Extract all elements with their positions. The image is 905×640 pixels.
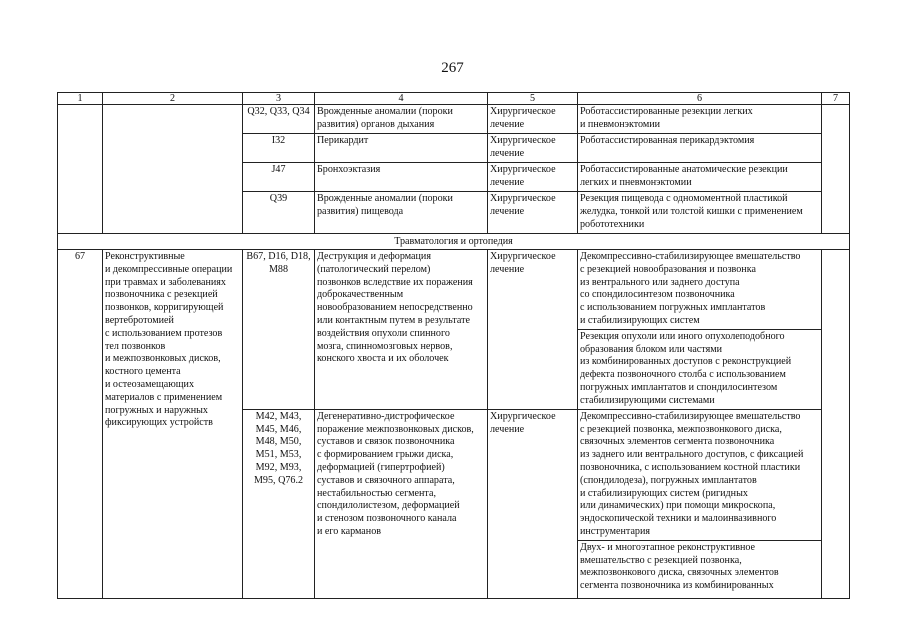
entry-name: Реконструктивные и декомпрессивные операции при травмах и заболеваниях позвоночника с резекцией позвонков, корригирующей вертебротомией с использованием протезов тел позвонков и межпозвонковых дисков, костного цемента и остеозамещающих материалов с применением погружных и наружных фиксирующих устройств [103, 250, 243, 599]
column-number: 5 [488, 93, 578, 105]
column-number: 2 [103, 93, 243, 105]
section-title: Травматология и ортопедия [58, 234, 850, 250]
column-number: 7 [822, 93, 850, 105]
empty-number-cell [58, 105, 103, 234]
treatment-method: Резекция опухоли или иного опухолеподобного образования блоком или частями из комбинированных доступов с реконструкцией дефекта позвоночного столба с использованием погружных имплантатов и спондилосинтезом стабилизирующими системами [578, 329, 822, 409]
treatment-method: Роботассистированная перикардэктомия [578, 134, 822, 163]
column-number: 6 [578, 93, 822, 105]
table-row [58, 250, 850, 330]
treatment-method: Роботассистированные анатомические резекции легких и пневмонэктомии [578, 163, 822, 192]
treatment-method: Двух- и многоэтапное реконструктивное вмешательство с резекцией позвонка, межпозвонкового диска, связочных элементов сегмента позвоночника из комбинированных [578, 540, 822, 598]
diagnosis-codes: M42, M43, M45, M46, M48, M50, M51, M53, M92, M93, M95, Q76.2 [243, 409, 315, 598]
table-row [58, 105, 850, 134]
treatment-type: Хирургическое лечение [488, 134, 578, 163]
treatment-method: Резекция пищевода с одномоментной пластикой желудка, тонкой или толстой кишки с применением робототехники [578, 192, 822, 234]
patient-model: Деструкция и деформация (патологический перелом) позвонков вследствие их поражения доброкачественным новообразованием непосредственно или контактным путем в результате воздействия опухоли спинного мозга, спинномозговых нервов, конского хвоста и их оболочек [315, 250, 488, 410]
page-number: 267 [441, 60, 464, 76]
patient-model: Врожденные аномалии (пороки развития) органов дыхания [315, 105, 488, 134]
patient-model: Врожденные аномалии (пороки развития) пищевода [315, 192, 488, 234]
patient-model: Бронхоэктазия [315, 163, 488, 192]
column-number: 4 [315, 93, 488, 105]
diagnosis-codes: Q32, Q33, Q34 [243, 105, 315, 134]
treatment-type: Хирургическое лечение [488, 105, 578, 134]
diagnosis-codes: Q39 [243, 192, 315, 234]
treatment-method: Декомпрессивно-стабилизирующее вмешательство с резекцией новообразования и позвонка из вентрального или заднего доступа со спондилосинтезом позвоночника с использованием погружных имплантатов и стабилизирующих систем [578, 250, 822, 330]
document-table [57, 92, 850, 599]
patient-model: Перикардит [315, 134, 488, 163]
column-number: 1 [58, 93, 103, 105]
treatment-type: Хирургическое лечение [488, 250, 578, 410]
treatment-type: Хирургическое лечение [488, 192, 578, 234]
treatment-method: Декомпрессивно-стабилизирующее вмешательство с резекцией позвонка, межпозвонкового диска, связочных элементов сегмента позвоночника из заднего или вентрального доступов, с фиксацией позвоночника, с использованием костной пластики (спондилодеза), погружных имплантатов и стабилизирующих систем (ригидных или динамических) при помощи микроскопа, эндоскопической техники и малоинвазивного инструментария [578, 409, 822, 540]
treatment-type: Хирургическое лечение [488, 409, 578, 598]
section-row [58, 234, 850, 250]
empty-cost-cell [822, 105, 850, 234]
entry-number: 67 [58, 250, 103, 599]
empty-name-cell [103, 105, 243, 234]
patient-model: Дегенеративно-дистрофическое поражение межпозвонковых дисков, суставов и связок позвоночника с формированием грыжи диска, деформацией (гипертрофией) суставов и связочного аппарата, нестабильностью сегмента, спондилолистезом, деформацией и стенозом позвоночного канала и его карманов [315, 409, 488, 598]
diagnosis-codes: I32 [243, 134, 315, 163]
empty-cost-cell [822, 250, 850, 599]
diagnosis-codes: B67, D16, D18, M88 [243, 250, 315, 410]
column-number: 3 [243, 93, 315, 105]
diagnosis-codes: J47 [243, 163, 315, 192]
column-number-row [58, 93, 850, 105]
treatment-method: Роботассистированные резекции легких и пневмонэктомии [578, 105, 822, 134]
treatment-type: Хирургическое лечение [488, 163, 578, 192]
